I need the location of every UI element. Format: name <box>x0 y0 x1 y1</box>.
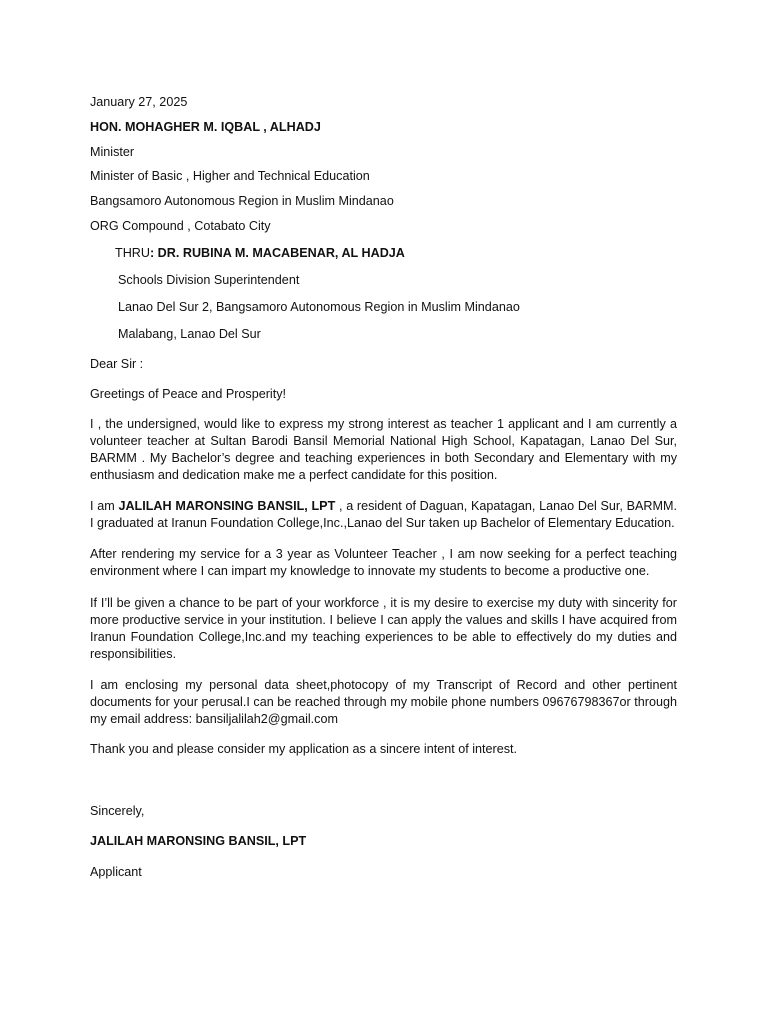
body-paragraph-1: I , the undersigned, would like to express my strong interest as teacher 1 applicant and I am currently a volunteer teacher at Sultan Barodi Bansil Memorial National High School, Kapatagan, Lanao Del Sur, BARMM . My Bachelor’s degree and teaching experiences in both Secondary and Elementary with my enthusiasm and dedication make me a perfect candidate for this position. <box>90 417 677 482</box>
signature-title: Applicant <box>90 865 142 879</box>
applicant-name-inline: JALILAH MARONSING BANSIL, LPT <box>118 499 336 513</box>
recipient-office: Minister of Basic , Higher and Technical Education <box>90 169 370 183</box>
letter-date: January 27, 2025 <box>90 95 188 109</box>
body-paragraph-5: I am enclosing my personal data sheet,photocopy of my Transcript of Record and other pertinent documents for your perusal.I can be reached through my mobile phone numbers 09676798367or through my email address: bansiljalilah2@gmail.com <box>90 678 677 726</box>
paragraph-2-rest: , a resident of Daguan, Kapatagan, Lanao Del Sur, BARMM. I graduated at Iranun Foundation College,Inc.,Lanao del Sur taken up Bachelor of Elementary Education. <box>90 499 677 530</box>
valediction: Sincerely, <box>90 804 145 818</box>
body-paragraph-4: If I’ll be given a chance to be part of your workforce , it is my desire to exercise my duty with sincerity for more productive service in your institution. I believe I can apply the values and skills I have acquired from Iranun Foundation College,Inc.and my teaching experiences to be able to effectively do my duties and responsibilities. <box>90 596 677 661</box>
recipient-region: Bangsamoro Autonomous Region in Muslim Mindanao <box>90 194 394 208</box>
recipient-name: HON. MOHAGHER M. IQBAL , ALHADJ <box>90 120 321 134</box>
body-paragraph-2 <box>90 498 677 532</box>
recipient-title: Minister <box>90 145 135 159</box>
thru-location: Malabang, Lanao Del Sur <box>118 327 261 341</box>
thru-prefix: THRU <box>115 246 150 260</box>
recipient-address: ORG Compound , Cotabato City <box>90 219 271 233</box>
paragraph-2-lead: I am <box>90 499 119 513</box>
closing-paragraph: Thank you and please consider my application as a sincere intent of interest. <box>90 742 518 756</box>
thru-division: Lanao Del Sur 2, Bangsamoro Autonomous Region in Muslim Mindanao <box>118 300 520 314</box>
greeting: Greetings of Peace and Prosperity! <box>90 387 287 401</box>
thru-line <box>115 245 405 262</box>
signature-name: JALILAH MARONSING BANSIL, LPT <box>90 834 307 848</box>
thru-name: : DR. RUBINA M. MACABENAR, AL HADJA <box>149 246 405 260</box>
body-paragraph-3: After rendering my service for a 3 year as Volunteer Teacher , I am now seeking for a perfect teaching environment where I can impart my knowledge to innovate my students to become a productive one. <box>90 547 677 578</box>
salutation: Dear Sir : <box>90 357 144 371</box>
thru-title: Schools Division Superintendent <box>118 273 300 287</box>
